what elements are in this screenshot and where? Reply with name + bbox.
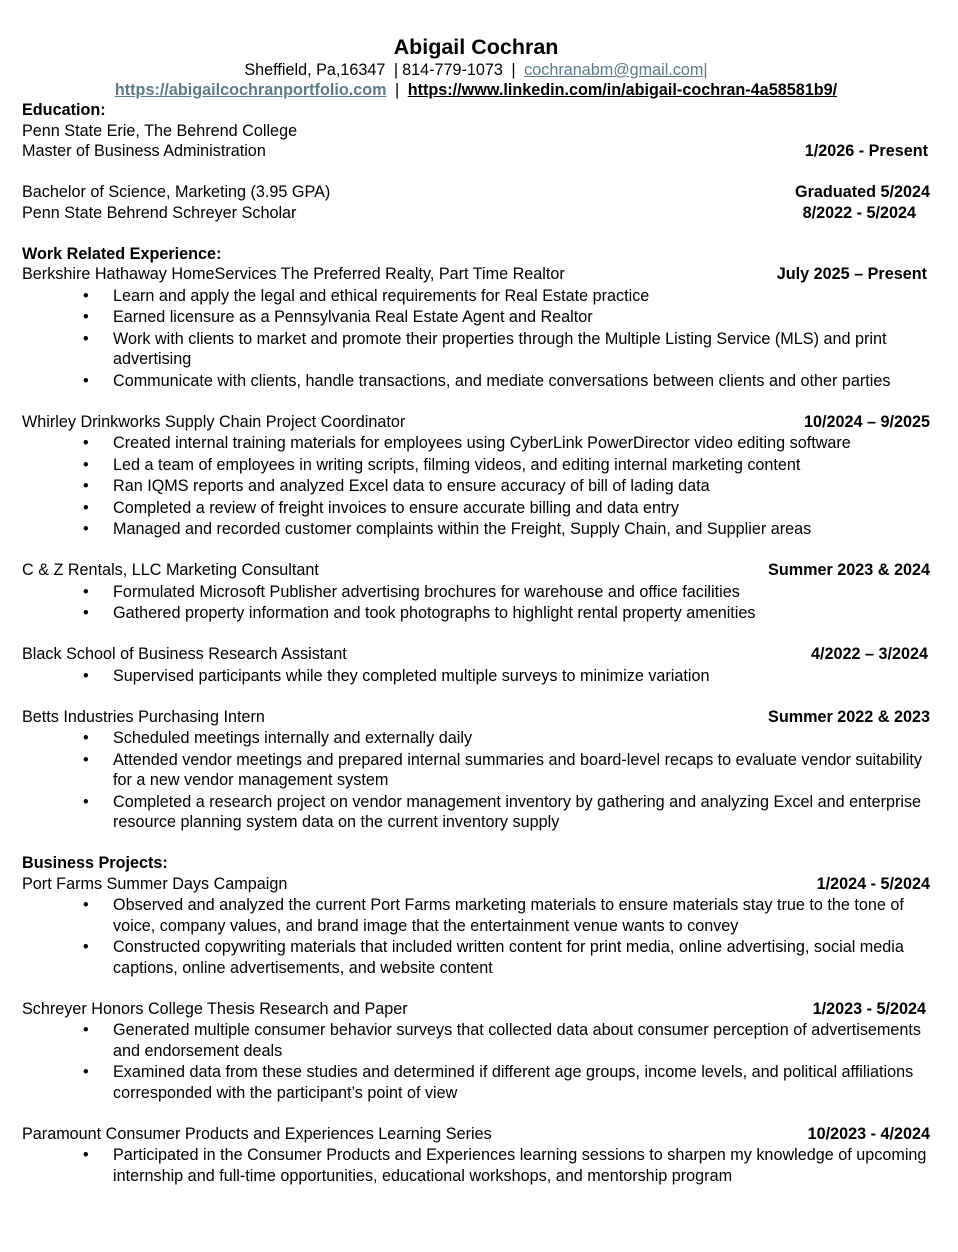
phone: 814-779-1073 [402,61,503,79]
bullet-icon: • [83,477,89,495]
separator: | [511,61,516,79]
job-entry [22,412,930,540]
bullet-icon: • [83,750,89,769]
bullet-icon: • [83,498,89,517]
bullet-icon: • [83,582,89,601]
bullet-icon: • [83,286,89,305]
contact-line [22,60,930,80]
bullet-item: • Ran IQMS reports and analyzed Excel data to ensure accuracy of bill of lading data [83,477,710,495]
project-date: 10/2023 - 4/2024 [807,1124,930,1143]
candidate-name: Abigail Cochran [393,35,559,59]
project-entry [22,1124,930,1187]
separator: | [395,81,400,99]
project-title: Port Farms Summer Days Campaign [22,874,288,893]
bullet-item: • Completed a review of freight invoices to ensure accurate billing and data entry [83,498,679,517]
job-title: Black School of Business Research Assistant [22,645,347,663]
bullet-icon: • [83,729,89,747]
project-date: 1/2023 - 5/2024 [812,999,926,1018]
resume-header [22,34,930,100]
resume-page [22,34,930,1186]
bullet-item: • Created internal training materials for employees using CyberLink PowerDirector video editing software [83,434,851,452]
honor-date: 8/2022 - 5/2024 [802,203,916,222]
job-date: 10/2024 – 9/2025 [803,412,930,431]
section-title: Work Related Experience: [22,244,222,263]
project-entry [22,999,930,1104]
bullet-icon: • [83,666,89,685]
bullet-icon: • [83,1063,89,1081]
job-title: C & Z Rentals, LLC Marketing Consultant [22,561,319,579]
project-title: Schreyer Honors College Thesis Research and Paper [22,999,408,1018]
bullet-item: • Work with clients to market and promote their properties through the Multiple Listing Service (MLS) and print advertising [83,329,887,368]
bullet-icon: • [83,308,89,326]
bullet-item: • Constructed copywriting materials that included written content for print media, online advertising, social media captions, online advertisements, and website content [83,938,904,977]
bullet-item: • Supervised participants while they completed multiple surveys to minimize variation [83,666,710,685]
project-entry [22,874,930,979]
bullet-item: • Managed and recorded customer complaints within the Freight, Supply Chain, and Supplier areas [83,520,812,538]
bullet-item: • Earned licensure as a Pennsylvania Real Estate Agent and Realtor [83,308,593,326]
job-entry [22,644,930,686]
bullet-icon: • [83,1146,89,1164]
bullet-icon: • [83,455,89,474]
bullet-icon: • [83,938,89,956]
job-date: Summer 2022 & 2023 [768,707,930,726]
bullet-item: • Generated multiple consumer behavior surveys that collected data about consumer perception of advertisements and endorsement deals [83,1021,922,1060]
degree-date: 1/2026 - Present [804,142,928,160]
honor-line [22,203,930,224]
degree-label: Bachelor of Science, Marketing (3.95 GPA) [22,183,331,201]
projects-section [22,853,930,1186]
project-date: 1/2024 - 5/2024 [816,874,930,893]
bullet-item: • Participated in the Consumer Products and Experiences learning sessions to sharpen my knowledge of upcoming internship and full-time opportunities, educational workshops, and mentorship program [83,1146,927,1185]
links-line [22,80,930,100]
bullet-item: • Gathered property information and took photographs to highlight rental property amenities [83,604,756,622]
job-entry [22,560,930,624]
bullet-item: • Led a team of employees in writing scripts, filming videos, and editing internal marketing content [83,455,801,474]
bullet-item: • Examined data from these studies and determined if different age groups, income levels, and political affiliations corresponded with the participant’s point of view [83,1063,914,1102]
degree-label: Master of Business Administration [22,142,266,160]
bullet-item: • Scheduled meetings internally and externally daily [83,729,473,747]
bullet-icon: • [83,792,89,811]
email-link[interactable]: cochranabm@gmail.com| [524,61,708,79]
degree-line [22,141,930,162]
bullet-icon: • [83,604,89,622]
bullet-item: • Completed a research project on vendor management inventory by gathering and analyzing Excel and enterprise resource planning system data on the current inventory supply [83,792,922,831]
degree-line [22,182,930,203]
bullet-item: • Learn and apply the legal and ethical requirements for Real Estate practice [83,286,650,305]
education-section [22,100,930,223]
experience-section [22,244,930,833]
bullet-item: • Observed and analyzed the current Port Farms marketing materials to ensure materials stay true to the tone of voice, company values, and brand image that the entertainment venue wants to convey [83,896,904,935]
job-date: July 2025 – Present [776,265,927,283]
honor-label: Penn State Behrend Schreyer Scholar [22,203,297,222]
bullet-item: • Formulated Microsoft Publisher advertising brochures for warehouse and office facilities [83,582,740,601]
job-date: Summer 2023 & 2024 [768,561,930,579]
project-title: Paramount Consumer Products and Experiences Learning Series [22,1124,492,1143]
job-entry [22,707,930,833]
portfolio-link[interactable]: https://abigailcochranportfolio.com [114,81,387,99]
separator: | [393,61,399,79]
school-line: Penn State Erie, The Behrend College [22,121,298,140]
section-title: Education: [22,101,106,119]
location: Sheffield, Pa,16347 [244,61,386,79]
degree-date: Graduated 5/2024 [795,183,930,201]
job-date: 4/2022 – 3/2024 [810,645,928,663]
bullet-icon: • [83,434,89,452]
job-title: Whirley Drinkworks Supply Chain Project Coordinator [22,412,406,431]
bullet-item: • Communicate with clients, handle transactions, and mediate conversations between clients and other parties [83,371,891,390]
bullet-icon: • [83,329,89,348]
job-entry [22,264,930,391]
bullet-icon: • [83,371,89,390]
job-title: Betts Industries Purchasing Intern [22,707,265,726]
job-title: Berkshire Hathaway HomeServices The Preferred Realty, Part Time Realtor [22,265,565,283]
bullet-icon: • [83,520,89,538]
section-title: Business Projects: [22,854,168,872]
bullet-item: • Attended vendor meetings and prepared internal summaries and board-level recaps to evaluate vendor suitability for a new vendor management system [83,750,922,789]
linkedin-link[interactable]: https://www.linkedin.com/in/abigail-cochran-4a58581b9/ [407,81,838,99]
bullet-icon: • [83,896,89,914]
bullet-icon: • [83,1021,89,1039]
